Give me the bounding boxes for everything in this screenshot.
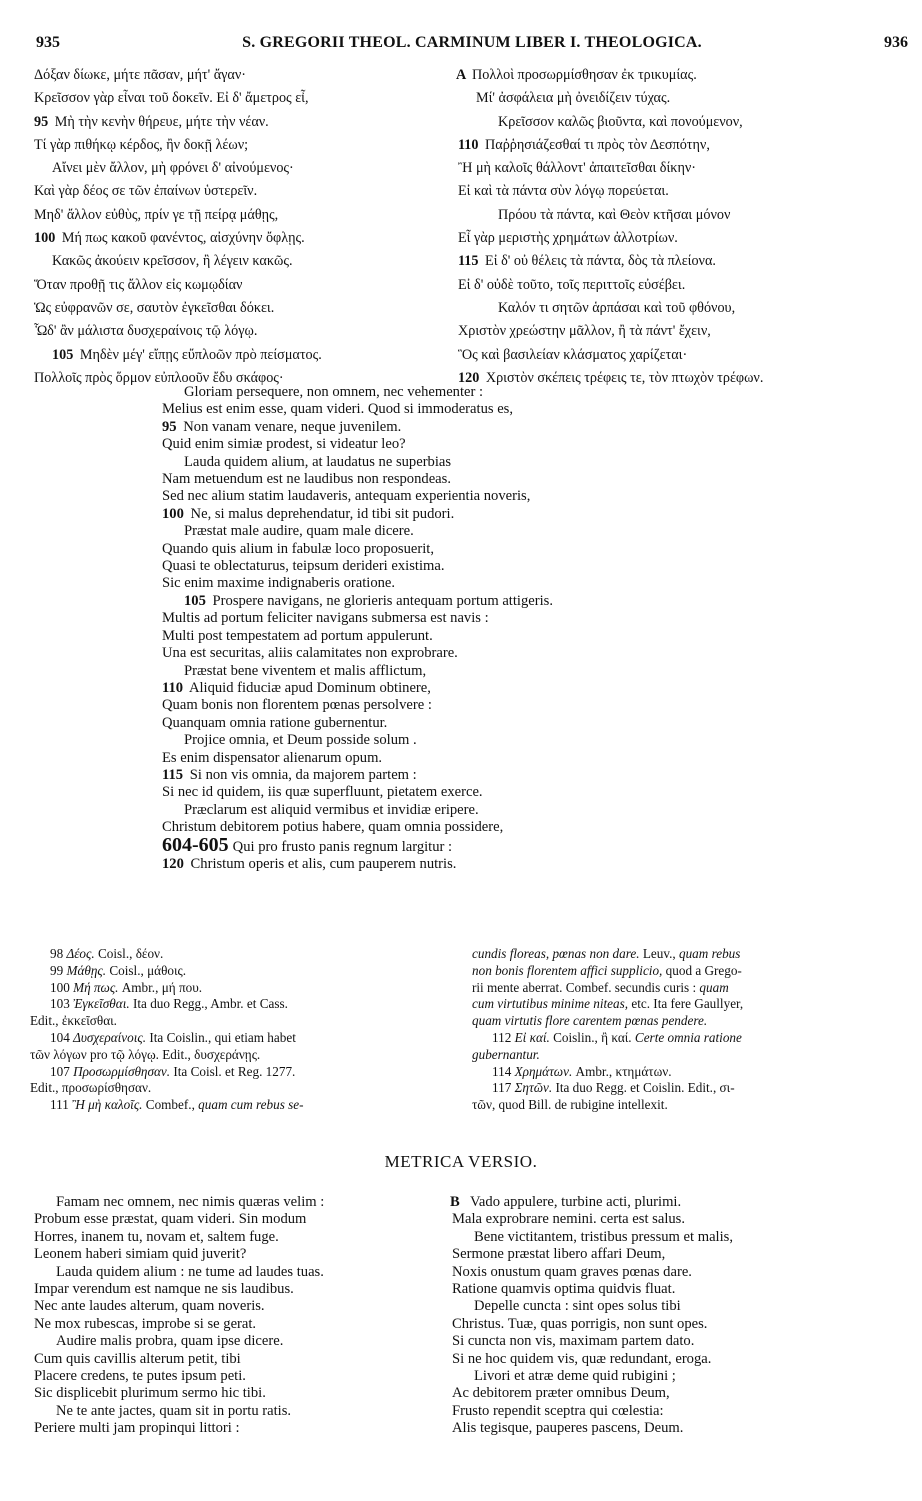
verse-text: Πρόου τὰ πάντα, καὶ Θεὸν κτῆσαι μόνον bbox=[498, 206, 731, 223]
footnote-run: 112 bbox=[492, 1029, 515, 1045]
footnote-run: gubernantur. bbox=[472, 1046, 540, 1062]
footnote-text: Ita duo Regg., Ambr. et Cass. bbox=[132, 996, 288, 1012]
latin-verse-line bbox=[162, 506, 682, 523]
verse-text: Nec ante laudes alterum, quam noveris. bbox=[34, 1298, 265, 1315]
greek-verse-line bbox=[34, 274, 454, 297]
verse-text: Μηδ' ἄλλον εὐθὺς, πρίν γε τῇ πείρᾳ μάθῃς, bbox=[34, 206, 279, 223]
footnote-run: Χρημάτων. bbox=[514, 1063, 573, 1079]
latin-verse-line bbox=[162, 784, 682, 801]
footnote-text: Edit., ἐκκεῖσθαι. bbox=[30, 1013, 117, 1029]
footnote-number: 104 bbox=[50, 1029, 70, 1045]
verse-text: Multis ad portum feliciter navigans submersa est navis : bbox=[162, 610, 489, 627]
metrical-verse-line bbox=[452, 1229, 912, 1246]
metrical-verse-line bbox=[34, 1316, 454, 1333]
verse-text: Sermone præstat libero affari Deum, bbox=[452, 1246, 666, 1263]
verse-text: Si nec id quidem, iis quæ superfluunt, pietatem exerce. bbox=[162, 784, 483, 801]
metrical-verse-line bbox=[34, 1281, 454, 1298]
footnote-run: Σητῶν. bbox=[514, 1080, 553, 1096]
greek-verse-line bbox=[34, 180, 454, 203]
footnote-line bbox=[472, 963, 912, 980]
footnote-line bbox=[472, 1064, 912, 1081]
footnote-line bbox=[30, 963, 460, 980]
verse-text: Si cuncta non vis, maximam partem dato. bbox=[452, 1333, 695, 1350]
verse-text: Quanquam omnia ratione gubernentur. bbox=[162, 714, 388, 731]
footnote-line bbox=[30, 1030, 460, 1047]
footnote-run: Ambr., κτημάτων. bbox=[572, 1063, 672, 1079]
running-header bbox=[36, 34, 908, 56]
footnote-line bbox=[472, 946, 912, 963]
footnote-line bbox=[30, 1013, 460, 1030]
footnote-run: Ita duo Regg. et Coislin. Edit., σι- bbox=[552, 1080, 735, 1096]
line-number: 120 bbox=[458, 369, 480, 386]
verse-text: Qui pro frusto panis regnum largitur : bbox=[232, 838, 453, 855]
verse-text: Εἶ γὰρ μεριστὴς χρημάτων ἀλλοτρίων. bbox=[458, 230, 678, 247]
footnote-number: 111 bbox=[50, 1097, 69, 1113]
greek-verse-line bbox=[34, 134, 454, 157]
verse-text: Quando quis alium in fabulæ loco proposuerit, bbox=[162, 540, 434, 557]
footnote-run: rii mente aberrat. Combef. secundis curis : bbox=[472, 979, 700, 995]
latin-verse-line bbox=[162, 541, 682, 558]
footnote-line bbox=[472, 1030, 912, 1047]
verse-text: Horres, inanem tu, novam et, saltem fuge. bbox=[34, 1228, 279, 1245]
line-number: 110 bbox=[458, 136, 479, 153]
footnote-run: 117 bbox=[492, 1080, 515, 1096]
latin-verse-line bbox=[162, 663, 682, 680]
latin-verse-line bbox=[162, 488, 682, 505]
latin-verse-line bbox=[162, 732, 682, 749]
footnote-number: 103 bbox=[50, 996, 70, 1012]
footnote-line bbox=[472, 1013, 912, 1030]
verse-text: Πολλοῖς πρὸς ὅρμον εὐπλοοῦν ἔδυ σκάφος· bbox=[34, 369, 284, 386]
verse-text: Quasi te oblectaturus, teipsum derideri existima. bbox=[162, 558, 445, 575]
latin-verse-line bbox=[162, 680, 682, 697]
greek-verse-line bbox=[458, 204, 908, 227]
footnote-run: non bonis florentem affici supplicio, bbox=[472, 962, 663, 978]
metrical-verse-line bbox=[34, 1368, 454, 1385]
page-number-left: 935 bbox=[36, 34, 60, 51]
verse-text: Vado appulere, turbine acti, plurimi. bbox=[470, 1194, 682, 1210]
verse-text: Εἰ δ' οὐδὲ τοῦτο, τοῖς περιττοῖς εὐσέβει. bbox=[458, 276, 686, 293]
footnote-line bbox=[30, 1097, 460, 1114]
metrical-verse-line bbox=[452, 1316, 912, 1333]
verse-text: Ac debitorem præter omnibus Deum, bbox=[452, 1385, 670, 1402]
metrical-verse-line bbox=[452, 1420, 912, 1437]
verse-text: Alis tegisque, pauperes pascens, Deum. bbox=[452, 1420, 684, 1437]
metrical-verse-line bbox=[34, 1333, 454, 1350]
latin-verse-line bbox=[162, 819, 682, 836]
footnote-run: 114 bbox=[492, 1063, 515, 1079]
greek-verse-line bbox=[458, 157, 908, 180]
verse-text: Lauda quidem alium, at laudatus ne superbias bbox=[184, 453, 452, 470]
greek-verse-line bbox=[34, 204, 454, 227]
verse-text: Impar verendum est namque ne sis laudibus. bbox=[34, 1281, 294, 1298]
greek-verse-line bbox=[458, 274, 908, 297]
line-number: 95 bbox=[34, 113, 49, 130]
footnote-run: cum virtutibus minime niteas, bbox=[472, 996, 629, 1012]
footnote-lemma: Ἐγκεῖσθαι. bbox=[73, 996, 130, 1012]
metrical-verse-line bbox=[452, 1333, 912, 1350]
greek-verse-line bbox=[34, 111, 454, 134]
footnote-run: Certe omnia ratione bbox=[634, 1029, 742, 1045]
verse-text: Ἢ μὴ καλοῖς θάλλοντ' ἀπαιτεῖσθαι δίκην· bbox=[458, 160, 697, 177]
footnote-text: Coisl., δέον. bbox=[97, 946, 164, 961]
footnote-text: Combef., bbox=[145, 1097, 195, 1113]
verse-text: Famam nec omnem, nec nimis quæras velim : bbox=[56, 1194, 325, 1210]
latin-verse-line bbox=[162, 523, 682, 540]
margin-marker: B bbox=[450, 1194, 460, 1210]
greek-verse-line bbox=[458, 344, 908, 367]
footnote-line bbox=[30, 946, 460, 963]
greek-verse-line bbox=[34, 250, 454, 273]
latin-verse-line bbox=[162, 384, 682, 401]
line-number: 100 bbox=[34, 230, 56, 247]
metrical-verse-line bbox=[452, 1298, 912, 1315]
line-number: 110 bbox=[162, 679, 184, 696]
latin-verse-line bbox=[162, 454, 682, 471]
verse-text: Μηδὲν μέγ' εἴπῃς εὔπλοῶν πρὸ πείσματος. bbox=[79, 346, 322, 363]
latin-verse-line bbox=[162, 856, 682, 873]
greek-verse-line bbox=[458, 297, 908, 320]
verse-text: Christus. Tuæ, quas porrigis, non sunt opes. bbox=[452, 1315, 708, 1332]
verse-text: Periere multi jam propinqui littori : bbox=[34, 1420, 240, 1437]
latin-verse-line bbox=[162, 833, 682, 856]
metrical-verse-line bbox=[452, 1246, 912, 1263]
verse-text: Si ne hoc quidem vis, quæ redundant, eroga. bbox=[452, 1350, 712, 1367]
verse-text: Mala exprobrare nemini. certa est salus. bbox=[452, 1211, 686, 1228]
verse-text: Μή πως κακοῦ φανέντος, αἰσχύνην ὄφλῃς. bbox=[61, 230, 305, 247]
verse-text: Aliquid fiduciæ apud Dominum obtinere, bbox=[188, 679, 431, 696]
metrical-verse-line bbox=[34, 1211, 454, 1228]
verse-text: Livori et atræ deme quid rubigini ; bbox=[474, 1368, 676, 1385]
footnote-run: quam rebus bbox=[678, 946, 741, 961]
footnote-run: etc. Ita fere Gaullyer, bbox=[628, 996, 744, 1012]
verse-text: Ne mox rubescas, improbe si se gerat. bbox=[34, 1315, 257, 1332]
column-number: 604-605 bbox=[162, 833, 229, 856]
verse-text: Τί γὰρ πιθήκῳ κέρδος, ἢν δοκῇ λέων; bbox=[34, 136, 249, 153]
footnotes-left-column bbox=[30, 946, 460, 1114]
footnote-lemma: Δυσχεραίνοις. bbox=[73, 1029, 147, 1045]
line-number: 105 bbox=[184, 592, 206, 609]
footnote-number: 98 bbox=[50, 946, 64, 961]
greek-text-left-column bbox=[34, 64, 454, 390]
verse-text: Placere credens, te putes ipsum peti. bbox=[34, 1368, 246, 1385]
verse-text: Probum esse præstat, quam videri. Sin modum bbox=[34, 1211, 307, 1228]
latin-verse-line bbox=[162, 802, 682, 819]
footnote-number: 107 bbox=[50, 1063, 70, 1079]
greek-verse-line bbox=[458, 111, 908, 134]
footnote-number: 99 bbox=[50, 962, 64, 978]
footnote-number: 100 bbox=[50, 979, 70, 995]
verse-text: Lauda quidem alium : ne tume ad laudes tuas. bbox=[56, 1263, 324, 1280]
metrical-verse-line bbox=[34, 1246, 454, 1263]
footnote-text: Coisl., μάθοις. bbox=[109, 962, 187, 978]
metrical-verse-line bbox=[34, 1229, 454, 1246]
verse-text: Quam bonis non florentem pœnas persolvere : bbox=[162, 697, 432, 714]
greek-verse-line bbox=[458, 134, 908, 157]
metrical-verse-line bbox=[34, 1351, 454, 1368]
line-number: 95 bbox=[162, 418, 177, 435]
footnote-lemma: Μάθῃς. bbox=[66, 962, 107, 978]
greek-verse-line bbox=[34, 157, 454, 180]
footnote-run: quod a Grego- bbox=[662, 962, 742, 978]
verse-text: Projice omnia, et Deum posside solum . bbox=[184, 732, 417, 749]
metrical-verse-line bbox=[34, 1385, 454, 1402]
metrical-verse-line bbox=[34, 1264, 454, 1281]
footnote-text: Ita Coislin., qui etiam habet bbox=[149, 1029, 296, 1045]
running-title: S. GREGORII THEOL. CARMINUM LIBER I. THEOLOGICA. bbox=[242, 34, 702, 51]
metrical-verse-line bbox=[34, 1403, 454, 1420]
footnote-italic-text: quam cum rebus se- bbox=[198, 1097, 304, 1113]
verse-text: Una est securitas, aliis calamitates non exprobrare. bbox=[162, 645, 458, 662]
section-heading: METRICA VERSIO. bbox=[384, 1152, 538, 1171]
verse-text: Χριστὸν σκέπεις τρέφεις τε, τὸν πτωχὸν τρέφων. bbox=[485, 369, 764, 386]
verse-text: Præstat male audire, quam male dicere. bbox=[184, 523, 414, 540]
footnote-line bbox=[30, 996, 460, 1013]
latin-verse-line bbox=[162, 575, 682, 592]
verse-text: Leonem haberi simiam quid juverit? bbox=[34, 1246, 247, 1263]
greek-verse-line bbox=[458, 87, 908, 110]
footnote-run: quam virtutis flore carentem pœnas pendere. bbox=[472, 1013, 708, 1029]
metrical-verse-line bbox=[34, 1298, 454, 1315]
margin-marker: A bbox=[456, 67, 467, 83]
line-number: 115 bbox=[162, 766, 184, 783]
latin-translation-block bbox=[162, 384, 682, 873]
metrical-verse-line bbox=[452, 1281, 912, 1298]
footnote-run: Leuv., bbox=[639, 946, 679, 961]
footnote-line bbox=[472, 996, 912, 1013]
footnote-lemma: Ἢ μὴ καλοῖς. bbox=[72, 1097, 143, 1113]
greek-verse-line bbox=[34, 320, 454, 343]
latin-verse-line bbox=[162, 419, 682, 436]
verse-text: Καὶ γὰρ δέος σε τῶν ἐπαίνων ὑστερεῖν. bbox=[34, 183, 258, 200]
greek-verse-line bbox=[458, 320, 908, 343]
latin-verse-line bbox=[162, 715, 682, 732]
footnotes-right-column bbox=[472, 946, 912, 1114]
verse-text: Frusto rependit sceptra qui cœlestia: bbox=[452, 1402, 664, 1419]
verse-text: Ne te ante jactes, quam sit in portu ratis. bbox=[56, 1402, 292, 1419]
greek-verse-line bbox=[34, 344, 454, 367]
latin-verse-line bbox=[162, 697, 682, 714]
footnote-run: cundis floreas, pœnas non dare. bbox=[472, 946, 640, 961]
verse-text: Πολλοὶ προσωρμίσθησαν ἐκ τρικυμίας. bbox=[472, 67, 697, 83]
verse-text: Κακῶς ἀκούειν κρεῖσσον, ἢ λέγειν κακῶς. bbox=[52, 253, 293, 270]
metrical-verse-line bbox=[452, 1368, 912, 1385]
verse-text: Sic displicebit plurimum sermo hic tibi. bbox=[34, 1385, 266, 1402]
footnote-line bbox=[30, 1080, 460, 1097]
line-number: 115 bbox=[458, 253, 479, 270]
greek-verse-line bbox=[34, 227, 454, 250]
verse-text: Multi post tempestatem ad portum appulerunt. bbox=[162, 627, 433, 644]
latin-verse-line bbox=[162, 628, 682, 645]
latin-verse-line bbox=[162, 610, 682, 627]
verse-text: Noxis onustum quam graves pœnas dare. bbox=[452, 1263, 692, 1280]
verse-text: Ὡς εὐφρανῶν σε, σαυτὸν ἐγκεῖσθαι δόκει. bbox=[34, 299, 275, 316]
verse-text: Μί' ἀσφάλεια μὴ ὀνειδίζειν τύχας. bbox=[476, 90, 671, 107]
verse-text: Præclarum est aliquid vermibus et invidiæ eripere. bbox=[184, 801, 479, 818]
verse-text: Παῤῥησιάζεσθαί τι πρὸς τὸν Δεσπότην, bbox=[485, 136, 710, 153]
greek-verse-line bbox=[34, 64, 454, 87]
verse-text: Κρεῖσσον καλῶς βιοῦντα, καὶ πονούμενον, bbox=[498, 113, 743, 130]
metrical-version-right-column bbox=[452, 1194, 912, 1438]
latin-verse-line bbox=[162, 750, 682, 767]
footnote-lemma: Δέος. bbox=[66, 946, 95, 961]
footnote-text: Ita Coisl. et Reg. 1277. bbox=[173, 1063, 296, 1079]
footnote-run: quam bbox=[699, 979, 729, 995]
footnote-text: Ambr., μή που. bbox=[121, 979, 203, 995]
greek-text-right-column bbox=[458, 64, 908, 390]
footnote-line bbox=[472, 1047, 912, 1064]
footnote-line bbox=[472, 1097, 912, 1114]
verse-text: Χριστὸν χρεώστην μᾶλλον, ἢ τὰ πάντ' ἔχειν, bbox=[458, 323, 711, 340]
verse-text: Bene victitantem, tristibus pressum et malis, bbox=[474, 1228, 733, 1245]
footnote-line bbox=[30, 1047, 460, 1064]
verse-text: Præstat bene viventem et malis afflictum, bbox=[184, 662, 427, 679]
footnote-line bbox=[30, 980, 460, 997]
latin-verse-line bbox=[162, 471, 682, 488]
footnote-text: τῶν λόγων pro τῷ λόγῳ. Edit., δυσχεράνῃς. bbox=[30, 1046, 261, 1062]
footnote-line bbox=[472, 1080, 912, 1097]
verse-text: Δόξαν δίωκε, μήτε πᾶσαν, μήτ' ἄγαν· bbox=[34, 67, 246, 83]
verse-text: Christum debitorem potius habere, quam omnia possidere, bbox=[162, 819, 504, 836]
latin-verse-line bbox=[162, 401, 682, 418]
verse-text: Christum operis et alis, cum pauperem nutris. bbox=[190, 855, 457, 872]
verse-text: Ὃς καὶ βασιλείαν κλάσματος χαρίζεται· bbox=[458, 346, 688, 363]
metrical-verse-line bbox=[452, 1385, 912, 1402]
line-number: 105 bbox=[52, 346, 74, 363]
verse-text: Εἰ δ' οὐ θέλεις τὰ πάντα, δὸς τὰ πλείονα. bbox=[485, 253, 716, 270]
verse-text: Ὧδ' ἂν μάλιστα δυσχεραίνοις τῷ λόγῳ. bbox=[34, 323, 258, 340]
latin-verse-line bbox=[162, 436, 682, 453]
metrical-verse-line bbox=[452, 1211, 912, 1228]
verse-text: Si non vis omnia, da majorem partem : bbox=[189, 766, 417, 783]
greek-verse-line bbox=[458, 64, 908, 87]
verse-text: Εἰ καὶ τὰ πάντα σὺν λόγῳ πορεύεται. bbox=[458, 183, 669, 200]
verse-text: Cum quis cavillis alterum petit, tibi bbox=[34, 1350, 241, 1367]
verse-text: Es enim dispensator alienarum opum. bbox=[162, 749, 383, 766]
verse-text: Sic enim maxime indignaberis oratione. bbox=[162, 575, 396, 592]
greek-verse-line bbox=[458, 227, 908, 250]
metrical-verse-line bbox=[452, 1351, 912, 1368]
verse-text: Αἴνει μὲν ἄλλον, μὴ φρόνει δ' αἰνούμενος· bbox=[52, 160, 294, 177]
footnote-line bbox=[30, 1064, 460, 1081]
metrical-verse-line bbox=[452, 1403, 912, 1420]
metrical-verse-line bbox=[452, 1194, 912, 1211]
metrical-verse-line bbox=[34, 1420, 454, 1437]
verse-text: Quid enim simiæ prodest, si videatur leo? bbox=[162, 436, 406, 453]
greek-verse-line bbox=[458, 250, 908, 273]
latin-verse-line bbox=[162, 558, 682, 575]
verse-text: Μὴ τὴν κενὴν θήρευε, μήτε τὴν νέαν. bbox=[54, 113, 269, 130]
greek-verse-line bbox=[34, 87, 454, 110]
verse-text: Ὅταν προθῇ τις ἄλλον εἰς κωμῳδίαν bbox=[34, 276, 243, 293]
verse-text: Depelle cuncta : sint opes solus tibi bbox=[474, 1298, 681, 1315]
footnote-run: τῶν, quod Bill. de rubigine intellexit. bbox=[472, 1097, 668, 1113]
footnote-text: Edit., προσωρίσθησαν. bbox=[30, 1080, 152, 1096]
verse-text: Ratione quamvis optima quidvis fluat. bbox=[452, 1281, 676, 1298]
verse-text: Gloriam persequere, non omnem, nec vehementer : bbox=[184, 384, 484, 400]
metrical-verse-line bbox=[452, 1264, 912, 1281]
metrical-verse-line bbox=[34, 1194, 454, 1211]
metrical-version-left-column bbox=[34, 1194, 454, 1438]
verse-text: Non vanam venare, neque juvenilem. bbox=[183, 418, 402, 435]
greek-verse-line bbox=[34, 297, 454, 320]
latin-verse-line bbox=[162, 593, 682, 610]
latin-verse-line bbox=[162, 767, 682, 784]
footnote-line bbox=[472, 980, 912, 997]
verse-text: Καλόν τι σητῶν ἁρπάσαι καὶ τοῦ φθόνου, bbox=[498, 299, 736, 316]
verse-text: Prospere navigans, ne glorieris antequam portum attigeris. bbox=[212, 592, 553, 609]
verse-text: Audire malis probra, quam ipse dicere. bbox=[56, 1333, 284, 1350]
verse-text: Ne, si malus deprehendatur, id tibi sit pudori. bbox=[190, 505, 455, 522]
verse-text: Melius est enim esse, quam videri. Quod si immoderatus es, bbox=[162, 401, 514, 418]
footnote-run: Εἰ καί. bbox=[514, 1029, 550, 1045]
verse-text: Nam metuendum est ne laudibus non respondeas. bbox=[162, 471, 451, 488]
verse-text: Sed nec alium statim laudaveris, antequam experientia noveris, bbox=[162, 488, 531, 505]
page-number-right: 936 bbox=[884, 34, 908, 51]
footnote-run: Coislin., ἢ καί. bbox=[549, 1029, 635, 1045]
line-number: 120 bbox=[162, 855, 184, 872]
latin-verse-line bbox=[162, 645, 682, 662]
line-number: 100 bbox=[162, 505, 184, 522]
footnote-lemma: Μή πως. bbox=[73, 979, 119, 995]
greek-verse-line bbox=[458, 180, 908, 203]
verse-text: Κρεῖσσον γὰρ εἶναι τοῦ δοκεῖν. Εἰ δ' ἄμετρος εἶ, bbox=[34, 90, 309, 107]
footnote-lemma: Προσωρμίσθησαν. bbox=[73, 1063, 171, 1079]
